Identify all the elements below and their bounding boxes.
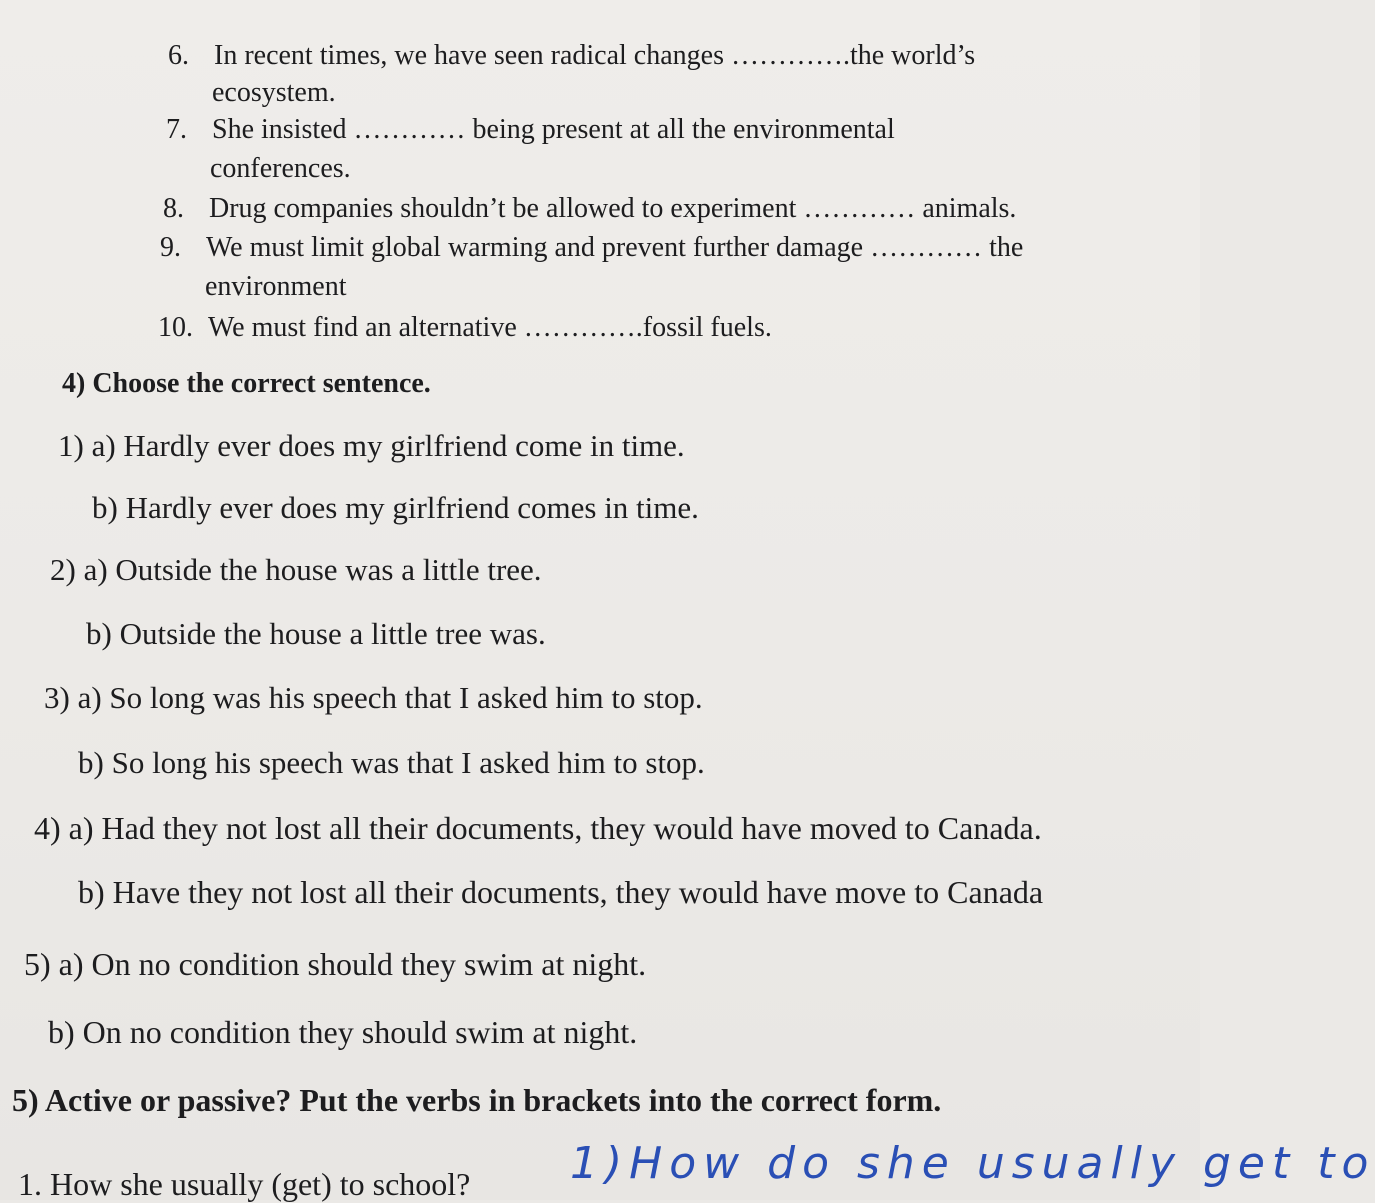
exercise-4-heading: 4) Choose the correct sentence. (62, 368, 431, 399)
item-8-line1: 8. Drug companies shouldn’t be allowed to experiment ………… animals. (163, 193, 1017, 224)
item-6-line1: 6. In recent times, we have seen radical changes ………….the world’s (168, 40, 976, 71)
q2-option-a: 2) a) Outside the house was a little tree. (50, 552, 542, 587)
item-6-line2: ecosystem. (212, 77, 336, 108)
q1-option-a: 1) a) Hardly ever does my girlfriend come in time. (58, 428, 685, 463)
item-7-line1: 7. She insisted ………… being present at all the environmental (166, 114, 895, 145)
q4-option-a: 4) a) Had they not lost all their documents, they would have moved to Canada. (34, 810, 1042, 846)
item-9-line1: 9. We must limit global warming and prevent further damage ………… the (160, 232, 1024, 263)
item-7-line2: conferences. (210, 153, 351, 184)
q1-option-b: b) Hardly ever does my girlfriend comes in time. (92, 490, 699, 525)
item-9-line2: environment (205, 271, 347, 302)
exercise-5-item-1: 1. How she usually (get) to school? (18, 1166, 471, 1202)
q3-option-a: 3) a) So long was his speech that I asked him to stop. (44, 680, 703, 715)
q5-option-a: 5) a) On no condition should they swim at night. (24, 946, 647, 982)
q4-option-b: b) Have they not lost all their documents, they would have move to Canada (78, 874, 1044, 910)
q3-option-b: b) So long his speech was that I asked him to stop. (78, 745, 705, 780)
item-10-line1: 10. We must find an alternative ………….fossil fuels. (158, 312, 772, 343)
handwritten-answer: 1)How do she usually get to (570, 1138, 1375, 1189)
q5-option-b: b) On no condition they should swim at night. (48, 1014, 638, 1050)
q2-option-b: b) Outside the house a little tree was. (86, 616, 546, 651)
exercise-5-heading: 5) Active or passive? Put the verbs in brackets into the correct form. (12, 1082, 942, 1118)
